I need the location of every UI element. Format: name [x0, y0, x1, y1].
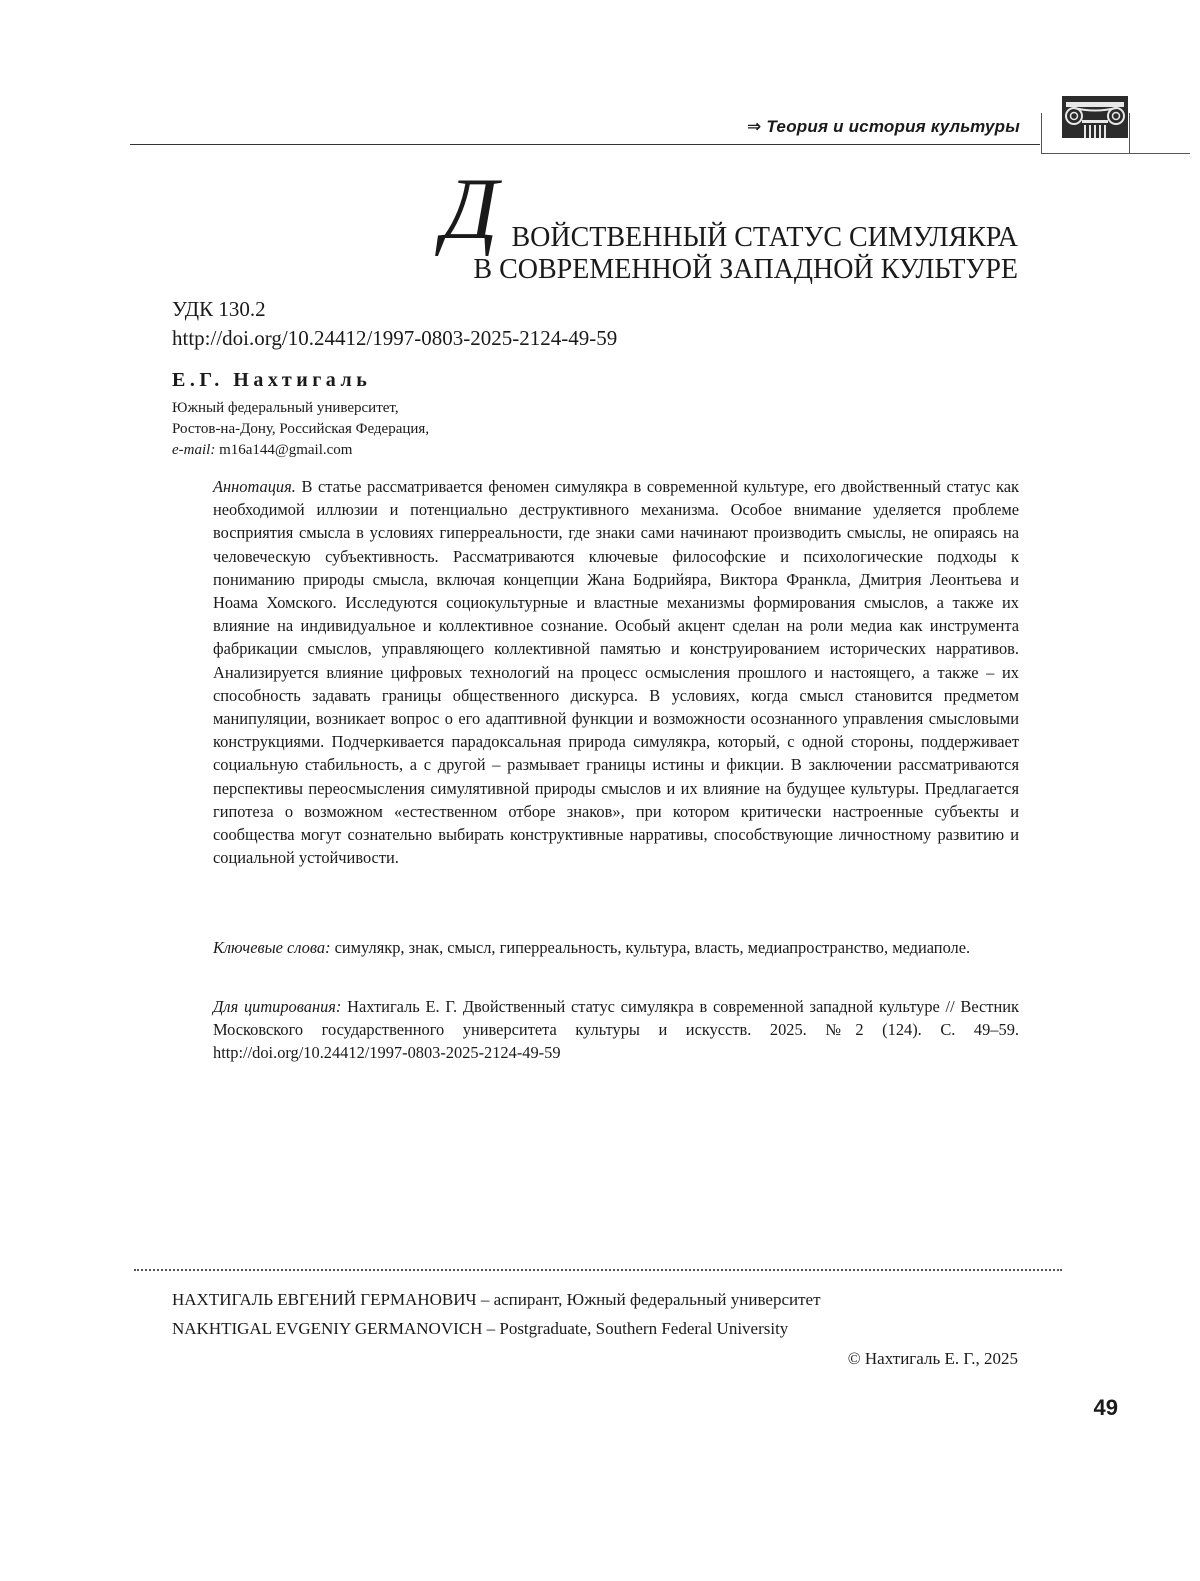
citation-label: Для цитирования:	[213, 997, 342, 1016]
running-head	[747, 117, 1020, 137]
email-address[interactable]: m16a144@gmail.com	[219, 442, 353, 458]
header-rule	[130, 144, 1040, 145]
keywords	[213, 936, 1019, 959]
author-name: Е.Г. Нахтигаль	[172, 369, 372, 391]
abstract-text: В статье рассматривается феномен симулякра в современной культуре, его двойственный статус как необходимой иллюзии и потенциально деструктивного механизма. Особое внимание уделяется проблеме восприятия смысла в условиях гиперреальности, где знаки сами начинают производить смыслы, не опираясь на человеческую субъективность. Рассматриваются ключевые философские и психологические подходы к пониманию природы смысла, включая концепции Жана Бодрийяра, Виктора Франкла, Дмитрия Леонтьева и Ноама Хомского. Исследуются социокультурные и властные механизмы формирования смыслов, а также их влияние на индивидуальное и коллективное сознание. Особый акцент сделан на роли медиа как инструмента фабрикации смыслов, управляющего коллективной памятью и конструированием исторических нарративов. Анализируется влияние цифровых технологий на процесс осмысления прошлого и настоящего, а также – их способность задавать границы общественного дискурса. В условиях, когда смысл становится предметом манипуляции, возникает вопрос о его адаптивной функции и возможности осознанного управления смысловыми конструкциями. Подчеркивается парадоксальная природа симулякра, который, с одной стороны, поддерживает социальную стабильность, а с другой – размывает границы истины и фикции. В заключении рассматриваются перспективы переосмысления симулятивной природы смыслов и их влияние на будущее культуры. Предлагается гипотеза о возможном «естественном отборе знаков», при котором критически настроенные субъекты и сообщества могут сознательно выбирать конструктивные нарративы, способствующие личностному развитию и социальной устойчивости.	[213, 477, 1019, 868]
title-line-1: ВОЙСТВЕННЫЙ СТАТУС СИМУЛЯКРА	[511, 222, 1018, 253]
title-line-2: В СОВРЕМЕННОЙ ЗАПАДНОЙ КУЛЬТУРЕ	[473, 254, 1018, 285]
citation-text: Нахтигаль Е. Г. Двойственный статус симулякра в современной западной культуре // Вестник Московского государственного университета культуры и искусств. 2025. №2 (124). С. 49–59. http://doi.org/10.24412/1997-0803-2025-2124-49-59	[213, 997, 1019, 1063]
ionic-column-capital-icon	[1062, 96, 1128, 138]
page-number: 49	[1093, 1395, 1118, 1420]
author-email	[172, 442, 352, 459]
copyright-notice: © Нахтигаль Е. Г., 2025	[847, 1349, 1018, 1368]
arrow-icon: ⇒	[747, 117, 762, 136]
abstract	[213, 475, 1019, 869]
citation	[213, 995, 1019, 1065]
affiliation-city: Ростов-на-Дону, Российская Федерация,	[172, 421, 430, 437]
title-drop-cap: Д	[442, 161, 498, 258]
author-info-en: NAKHTIGAL EVGENIY GERMANOVICH – Postgraduate, Southern Federal University	[172, 1319, 789, 1338]
keywords-text: симулякр, знак, смысл, гиперреальность, культура, власть, медиапространство, медиаполе.	[334, 938, 971, 957]
footnote-divider	[134, 1269, 1062, 1271]
email-label: e-mail:	[172, 442, 216, 458]
doi-link[interactable]: http://doi.org/10.24412/1997-0803-2025-2124-49-59	[172, 326, 618, 350]
author-info-ru: НАХТИГАЛЬ ЕВГЕНИЙ ГЕРМАНОВИЧ – аспирант, Южный федеральный университет	[172, 1290, 821, 1309]
keywords-label: Ключевые слова:	[213, 938, 331, 957]
udk-code: УДК 130.2	[172, 297, 266, 321]
section-title: Теория и история культуры	[766, 117, 1020, 136]
abstract-label: Аннотация.	[213, 477, 296, 496]
logo-frame-rule	[1041, 153, 1190, 154]
affiliation-university: Южный федеральный университет,	[172, 400, 399, 416]
